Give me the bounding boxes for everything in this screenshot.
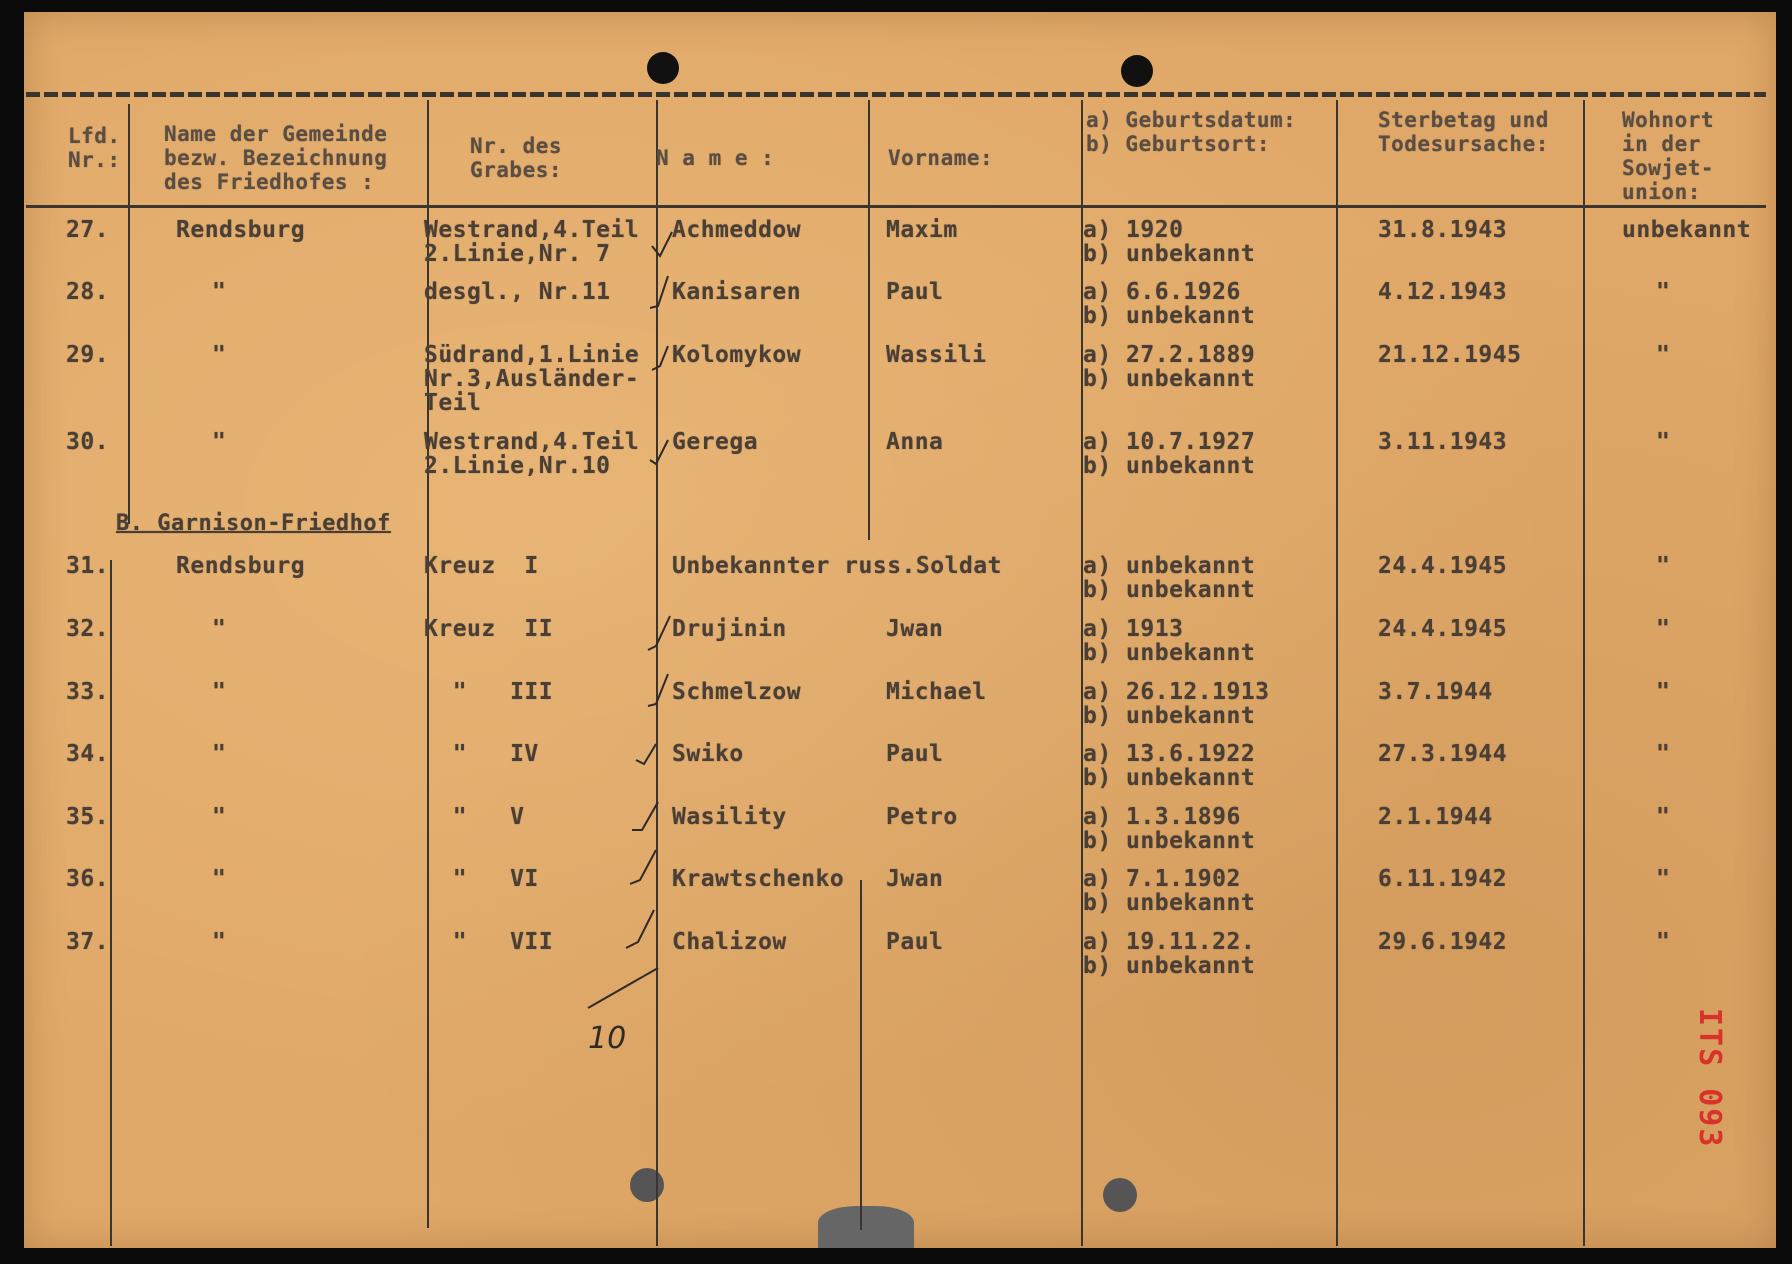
cell-name: Achmeddow bbox=[672, 217, 802, 243]
cell-name: Kanisaren bbox=[672, 279, 802, 305]
cell-nr: 35. bbox=[66, 804, 110, 830]
cell-vorname: Paul bbox=[886, 929, 944, 955]
tick-mark bbox=[632, 802, 658, 830]
cell-name: Unbekannter russ.Soldat bbox=[672, 553, 1002, 579]
cell-nr: 27. bbox=[66, 217, 110, 243]
header-sterbetag: Sterbetag und Todesursache: bbox=[1378, 108, 1549, 156]
cell-gemeinde: " bbox=[212, 616, 227, 642]
cell-geburt: a) unbekannt b) unbekannt bbox=[1083, 553, 1256, 603]
cell-grab: desgl., Nr.11 bbox=[424, 279, 611, 305]
cell-geburt: a) 26.12.1913 b) unbekannt bbox=[1083, 679, 1270, 729]
cell-gemeinde: " bbox=[212, 741, 227, 767]
cell-name: Kolomykow bbox=[672, 342, 802, 368]
cell-grab: Westrand,4.Teil 2.Linie,Nr.10 bbox=[424, 429, 640, 479]
header-vorname: Vorname: bbox=[888, 146, 994, 170]
cell-grab: Westrand,4.Teil 2.Linie,Nr. 7 bbox=[424, 217, 640, 267]
cell-name: Swiko bbox=[672, 741, 744, 767]
header-gemeinde: Name der Gemeinde bezw. Bezeichnung des Friedhofes : bbox=[164, 122, 388, 194]
tick-mark bbox=[648, 674, 668, 706]
cell-geburt: a) 10.7.1927 b) unbekannt bbox=[1083, 429, 1256, 479]
tick-mark bbox=[636, 744, 656, 764]
cell-sterbe: 27.3.1944 bbox=[1378, 741, 1508, 767]
cell-wohnort: " bbox=[1656, 616, 1671, 642]
cell-name: Drujinin bbox=[672, 616, 787, 642]
cell-gemeinde: " bbox=[212, 279, 227, 305]
cell-grab: " III bbox=[424, 679, 554, 705]
tick-mark bbox=[652, 346, 668, 370]
header-grab-nr: Nr. des Grabes: bbox=[470, 134, 563, 182]
header-wohnort: Wohnort in der Sowjet- union: bbox=[1622, 108, 1715, 204]
tick-mark bbox=[652, 232, 672, 256]
cell-sterbe: 24.4.1945 bbox=[1378, 616, 1508, 642]
cell-gemeinde: " bbox=[212, 929, 227, 955]
cell-sterbe: 3.7.1944 bbox=[1378, 679, 1493, 705]
cell-wohnort: " bbox=[1656, 804, 1671, 830]
cell-sterbe: 4.12.1943 bbox=[1378, 279, 1508, 305]
cell-grab: " VII bbox=[424, 929, 554, 955]
cell-wohnort: " bbox=[1656, 553, 1671, 579]
cell-sterbe: 21.12.1945 bbox=[1378, 342, 1522, 368]
cell-grab: Kreuz I bbox=[424, 553, 539, 579]
cell-nr: 28. bbox=[66, 279, 110, 305]
cell-gemeinde: " bbox=[212, 429, 227, 455]
cell-sterbe: 6.11.1942 bbox=[1378, 866, 1508, 892]
cell-wohnort: " bbox=[1656, 929, 1671, 955]
handwritten-total: 10 bbox=[588, 1021, 627, 1056]
cell-wohnort: " bbox=[1656, 866, 1671, 892]
cell-sterbe: 29.6.1942 bbox=[1378, 929, 1508, 955]
section-heading: B. Garnison-Friedhof bbox=[116, 511, 391, 536]
cell-gemeinde: " bbox=[212, 342, 227, 368]
cell-sterbe: 24.4.1945 bbox=[1378, 553, 1508, 579]
cell-name: Schmelzow bbox=[672, 679, 802, 705]
cell-sterbe: 31.8.1943 bbox=[1378, 217, 1508, 243]
cell-gemeinde: Rendsburg bbox=[176, 553, 306, 579]
cell-wohnort: " bbox=[1656, 342, 1671, 368]
cell-geburt: a) 27.2.1889 b) unbekannt bbox=[1083, 342, 1256, 392]
cell-wohnort: " bbox=[1656, 741, 1671, 767]
cell-vorname: Jwan bbox=[886, 866, 944, 892]
cell-grab: " IV bbox=[424, 741, 539, 767]
header-lfd-nr: Lfd. Nr.: bbox=[68, 124, 121, 172]
cell-nr: 34. bbox=[66, 741, 110, 767]
cell-sterbe: 2.1.1944 bbox=[1378, 804, 1493, 830]
cell-sterbe: 3.11.1943 bbox=[1378, 429, 1508, 455]
cell-vorname: Wassili bbox=[886, 342, 987, 368]
tick-mark bbox=[626, 910, 654, 948]
header-name: N a m e : bbox=[656, 146, 775, 170]
cell-nr: 32. bbox=[66, 616, 110, 642]
cell-vorname: Anna bbox=[886, 429, 944, 455]
cell-name: Wasility bbox=[672, 804, 787, 830]
cell-name: Chalizow bbox=[672, 929, 787, 955]
cell-nr: 29. bbox=[66, 342, 110, 368]
cell-vorname: Paul bbox=[886, 279, 944, 305]
archive-stamp: ITS 093 bbox=[1692, 1008, 1727, 1149]
cell-geburt: a) 1.3.1896 b) unbekannt bbox=[1083, 804, 1256, 854]
total-stroke bbox=[588, 968, 658, 1008]
cell-gemeinde: Rendsburg bbox=[176, 217, 306, 243]
cell-nr: 37. bbox=[66, 929, 110, 955]
cell-nr: 33. bbox=[66, 679, 110, 705]
cell-geburt: a) 19.11.22. b) unbekannt bbox=[1083, 929, 1256, 979]
cell-vorname: Paul bbox=[886, 741, 944, 767]
cell-wohnort: " bbox=[1656, 279, 1671, 305]
cell-vorname: Michael bbox=[886, 679, 987, 705]
cell-gemeinde: " bbox=[212, 866, 227, 892]
cell-grab: Südrand,1.Linie Nr.3,Ausländer- Teil bbox=[424, 342, 640, 416]
cell-name: Krawtschenko bbox=[672, 866, 845, 892]
cell-vorname: Jwan bbox=[886, 616, 944, 642]
tick-mark bbox=[650, 276, 668, 308]
cell-vorname: Maxim bbox=[886, 217, 958, 243]
cell-geburt: a) 7.1.1902 b) unbekannt bbox=[1083, 866, 1256, 916]
cell-gemeinde: " bbox=[212, 679, 227, 705]
cell-gemeinde: " bbox=[212, 804, 227, 830]
cell-wohnort: " bbox=[1656, 429, 1671, 455]
cell-grab: " VI bbox=[424, 866, 539, 892]
cell-nr: 36. bbox=[66, 866, 110, 892]
cell-geburt: a) 1920 b) unbekannt bbox=[1083, 217, 1256, 267]
cell-grab: Kreuz II bbox=[424, 616, 554, 642]
cell-nr: 30. bbox=[66, 429, 110, 455]
cell-name: Gerega bbox=[672, 429, 759, 455]
header-geburt: a) Geburtsdatum: b) Geburtsort: bbox=[1086, 108, 1297, 156]
cell-wohnort: " bbox=[1656, 679, 1671, 705]
tick-mark bbox=[648, 616, 670, 650]
tick-mark bbox=[630, 850, 656, 884]
cell-geburt: a) 1913 b) unbekannt bbox=[1083, 616, 1256, 666]
tick-mark bbox=[650, 440, 668, 464]
cell-vorname: Petro bbox=[886, 804, 958, 830]
cell-geburt: a) 6.6.1926 b) unbekannt bbox=[1083, 279, 1256, 329]
cell-geburt: a) 13.6.1922 b) unbekannt bbox=[1083, 741, 1256, 791]
cell-nr: 31. bbox=[66, 553, 110, 579]
cell-grab: " V bbox=[424, 804, 525, 830]
cell-wohnort: unbekannt bbox=[1622, 217, 1752, 243]
